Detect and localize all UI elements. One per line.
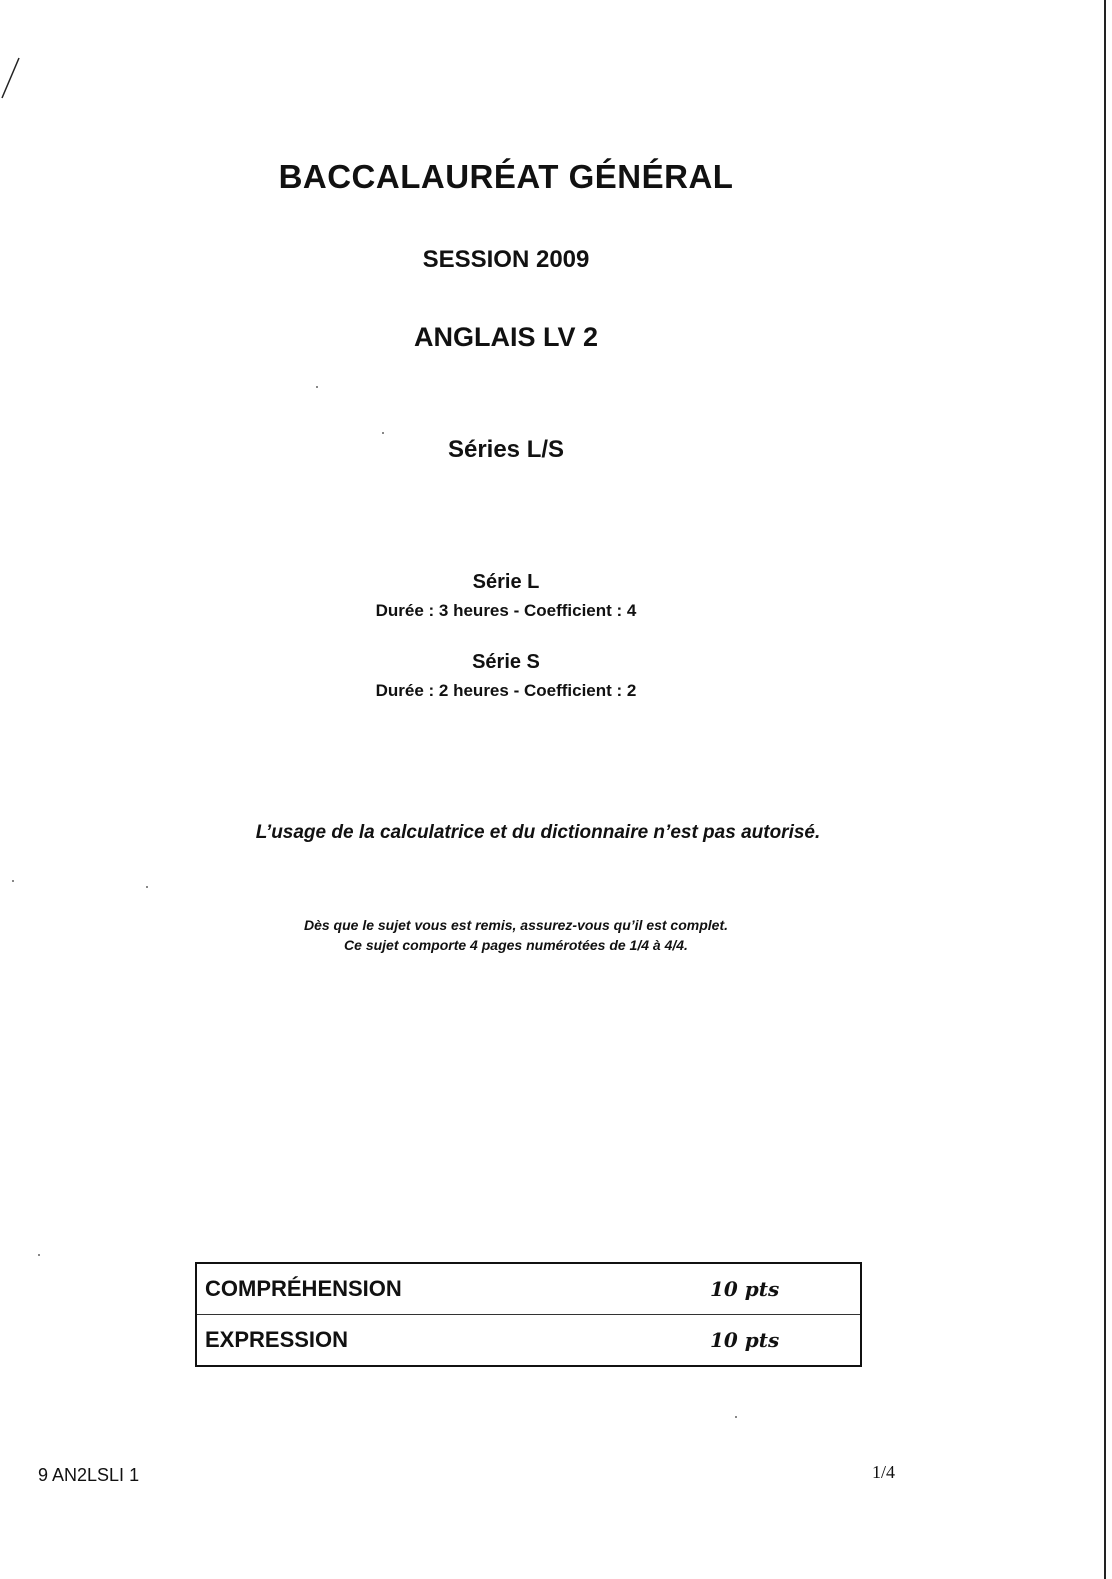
scan-speck <box>38 1254 40 1256</box>
serie-l-meta: Durée : 3 heures - Coefficient : 4 <box>375 601 637 620</box>
serie-s-meta: Durée : 2 heures - Coefficient : 2 <box>375 681 637 700</box>
scan-speck <box>735 1416 737 1418</box>
score-points: 10 pts <box>710 1328 780 1352</box>
exam-series: Séries L/S <box>447 436 565 463</box>
page-number: 1/4 <box>872 1462 896 1482</box>
scan-speck <box>382 432 384 434</box>
exam-title: BACCALAURÉAT GÉNÉRAL <box>278 158 734 195</box>
scan-speck <box>146 886 148 888</box>
pen-mark <box>0 0 30 110</box>
exam-session: SESSION 2009 <box>422 246 590 273</box>
instruction-line-1: Dès que le sujet vous est remis, assurez-vous qu’il est complet. <box>303 917 729 933</box>
score-label: COMPRÉHENSION <box>196 1263 710 1315</box>
serie-s-name: Série S <box>472 651 540 673</box>
document-code: 9 AN2LSLI 1 <box>38 1465 140 1485</box>
exam-subject: ANGLAIS LV 2 <box>413 322 599 352</box>
score-points: 10 pts <box>710 1263 861 1315</box>
instruction-line-2: Ce sujet comporte 4 pages numérotées de 1/4 à 4/4. <box>344 937 688 953</box>
score-label: EXPRESSION <box>205 1327 349 1352</box>
score-row <box>196 1315 861 1367</box>
calculator-notice: L’usage de la calculatrice et du dictionnaire n’est pas autorisé. <box>255 822 821 843</box>
serie-l-name: Série L <box>472 571 540 593</box>
page-edge <box>1104 0 1106 1579</box>
score-row <box>196 1263 861 1315</box>
score-table <box>195 1262 862 1367</box>
scan-speck <box>12 880 14 882</box>
scan-speck <box>316 386 318 388</box>
